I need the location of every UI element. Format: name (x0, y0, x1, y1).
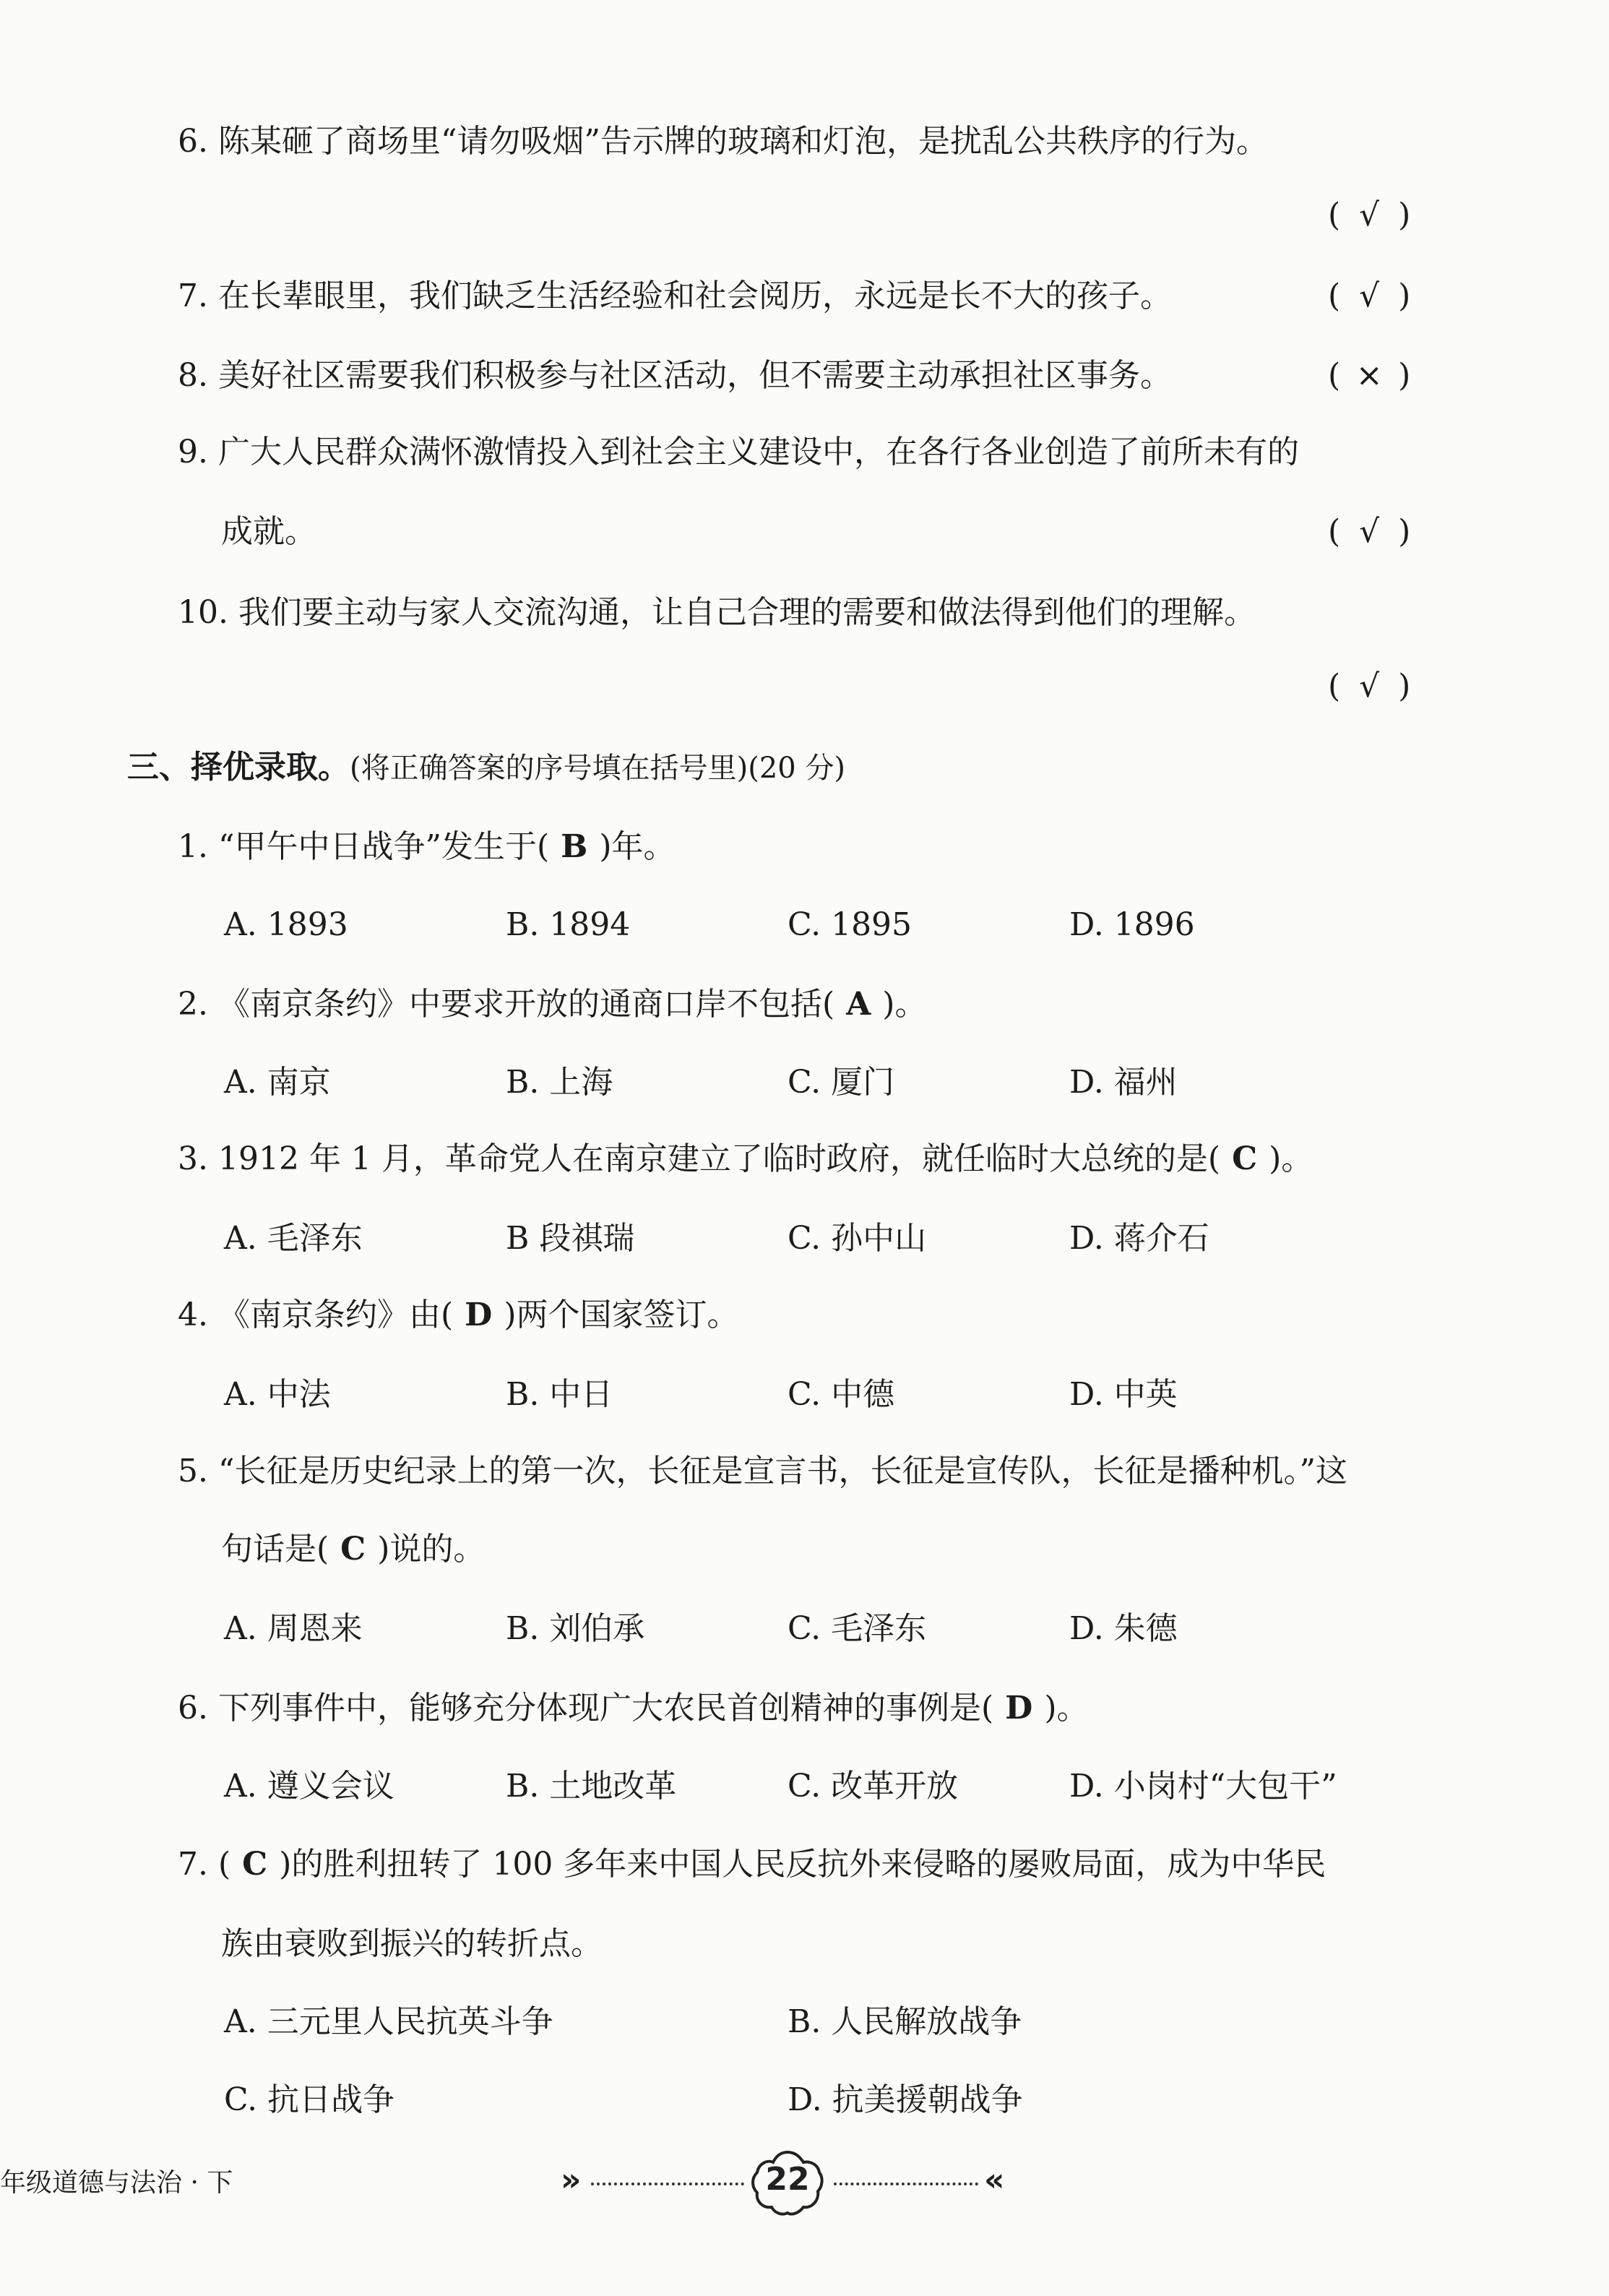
mc-1-option-b: B. 1894 (506, 906, 631, 943)
mc-5-option-d: D. 朱德 (1069, 1610, 1178, 1647)
tf-mark-8: ( × ) (1328, 357, 1411, 394)
page-badge (750, 2148, 825, 2217)
mc-5-option-c: C. 毛泽东 (788, 1610, 927, 1647)
mc-question-5-cont: 句话是( C )说的。 (221, 1531, 486, 1568)
tf-item-6: 6. 陈某砸了商场里“请勿吸烟”告示牌的玻璃和灯泡，是扰乱公共秩序的行为。 (178, 123, 1268, 160)
left-chevron-icon: » (561, 2162, 582, 2198)
mc-question-7: 7. ( C )的胜利扭转了 100 多年来中国人民反抗外来侵略的屡败局面，成为中华民 (178, 1846, 1327, 1883)
mc-question-3: 3. 1912 年 1 月，革命党人在南京建立了临时政府，就任临时大总统的是( C )。 (178, 1140, 1313, 1177)
right-dotted-rule (834, 2183, 978, 2185)
page-number-ornament (556, 2144, 1019, 2223)
tf-item-9-cont: 成就。 (221, 513, 316, 550)
page-number: 22 (765, 2161, 810, 2198)
section-3-title: 三、择优录取。(将正确答案的序号填在括号里)(20 分) (127, 749, 846, 786)
mc-question-7-cont: 族由衰败到振兴的转折点。 (221, 1925, 603, 1962)
mc-6-option-a: A. 遵义会议 (224, 1768, 394, 1805)
footer-book-title: 年级道德与法治 · 下 (0, 2168, 233, 2198)
mc-3-option-c: C. 孙中山 (788, 1220, 927, 1257)
mc-6-option-d: D. 小岗村“大包干” (1069, 1768, 1337, 1805)
mc-2-option-c: C. 厦门 (788, 1064, 895, 1101)
mc-4-option-a: A. 中法 (224, 1376, 331, 1413)
mc-3-option-d: D. 蒋介石 (1069, 1220, 1209, 1257)
tf-item-9: 9. 广大人民群众满怀激情投入到社会主义建设中，在各行各业创造了前所未有的 (178, 434, 1299, 470)
mc-1-option-d: D. 1896 (1069, 906, 1195, 943)
tf-mark-6: ( √ ) (1328, 197, 1411, 233)
mc-6-option-c: C. 改革开放 (788, 1768, 959, 1805)
mc-3-option-a: A. 毛泽东 (224, 1220, 363, 1257)
mc-6-option-b: B. 土地改革 (506, 1768, 677, 1805)
mc-1-option-a: A. 1893 (224, 906, 348, 943)
left-dotted-rule (591, 2183, 744, 2185)
mc-4-option-b: B. 中日 (506, 1376, 613, 1413)
mc-7-option-c: C. 抗日战争 (224, 2081, 395, 2118)
mc-question-4: 4. 《南京条约》由( D )两个国家签订。 (178, 1297, 739, 1333)
mc-7-option-a: A. 三元里人民抗英斗争 (224, 2003, 553, 2040)
mc-4-option-d: D. 中英 (1069, 1376, 1178, 1413)
mc-5-option-a: A. 周恩来 (224, 1610, 363, 1647)
mc-question-5: 5. “长征是历史纪录上的第一次，长征是宣言书，长征是宣传队，长征是播种机。”这 (178, 1453, 1347, 1489)
mc-question-6: 6. 下列事件中，能够充分体现广大农民首创精神的事例是( D )。 (178, 1690, 1089, 1727)
right-chevron-icon: « (984, 2162, 1005, 2198)
mc-1-option-c: C. 1895 (788, 906, 913, 943)
mc-5-option-b: B. 刘伯承 (506, 1610, 645, 1647)
mc-2-option-d: D. 福州 (1069, 1064, 1178, 1101)
mc-7-option-b: B. 人民解放战争 (788, 2003, 1022, 2040)
tf-item-10: 10. 我们要主动与家人交流沟通，让自己合理的需要和做法得到他们的理解。 (178, 594, 1256, 631)
mc-4-option-c: C. 中德 (788, 1376, 895, 1413)
mc-3-option-b: B 段祺瑞 (506, 1220, 635, 1257)
tf-item-7: 7. 在长辈眼里，我们缺乏生活经验和社会阅历，永远是长不大的孩子。 (178, 278, 1172, 314)
tf-mark-9: ( √ ) (1328, 513, 1411, 550)
mc-2-option-b: B. 上海 (506, 1064, 613, 1101)
mc-7-option-d: D. 抗美援朝战争 (788, 2081, 1023, 2118)
tf-mark-7: ( √ ) (1328, 278, 1411, 314)
tf-item-8: 8. 美好社区需要我们积极参与社区活动，但不需要主动承担社区事务。 (178, 357, 1172, 394)
mc-question-1: 1. “甲午中日战争”发生于( B )年。 (178, 828, 676, 865)
mc-question-2: 2. 《南京条约》中要求开放的通商口岸不包括( A )。 (178, 986, 927, 1023)
tf-mark-10: ( √ ) (1328, 668, 1411, 705)
mc-2-option-a: A. 南京 (224, 1064, 331, 1101)
